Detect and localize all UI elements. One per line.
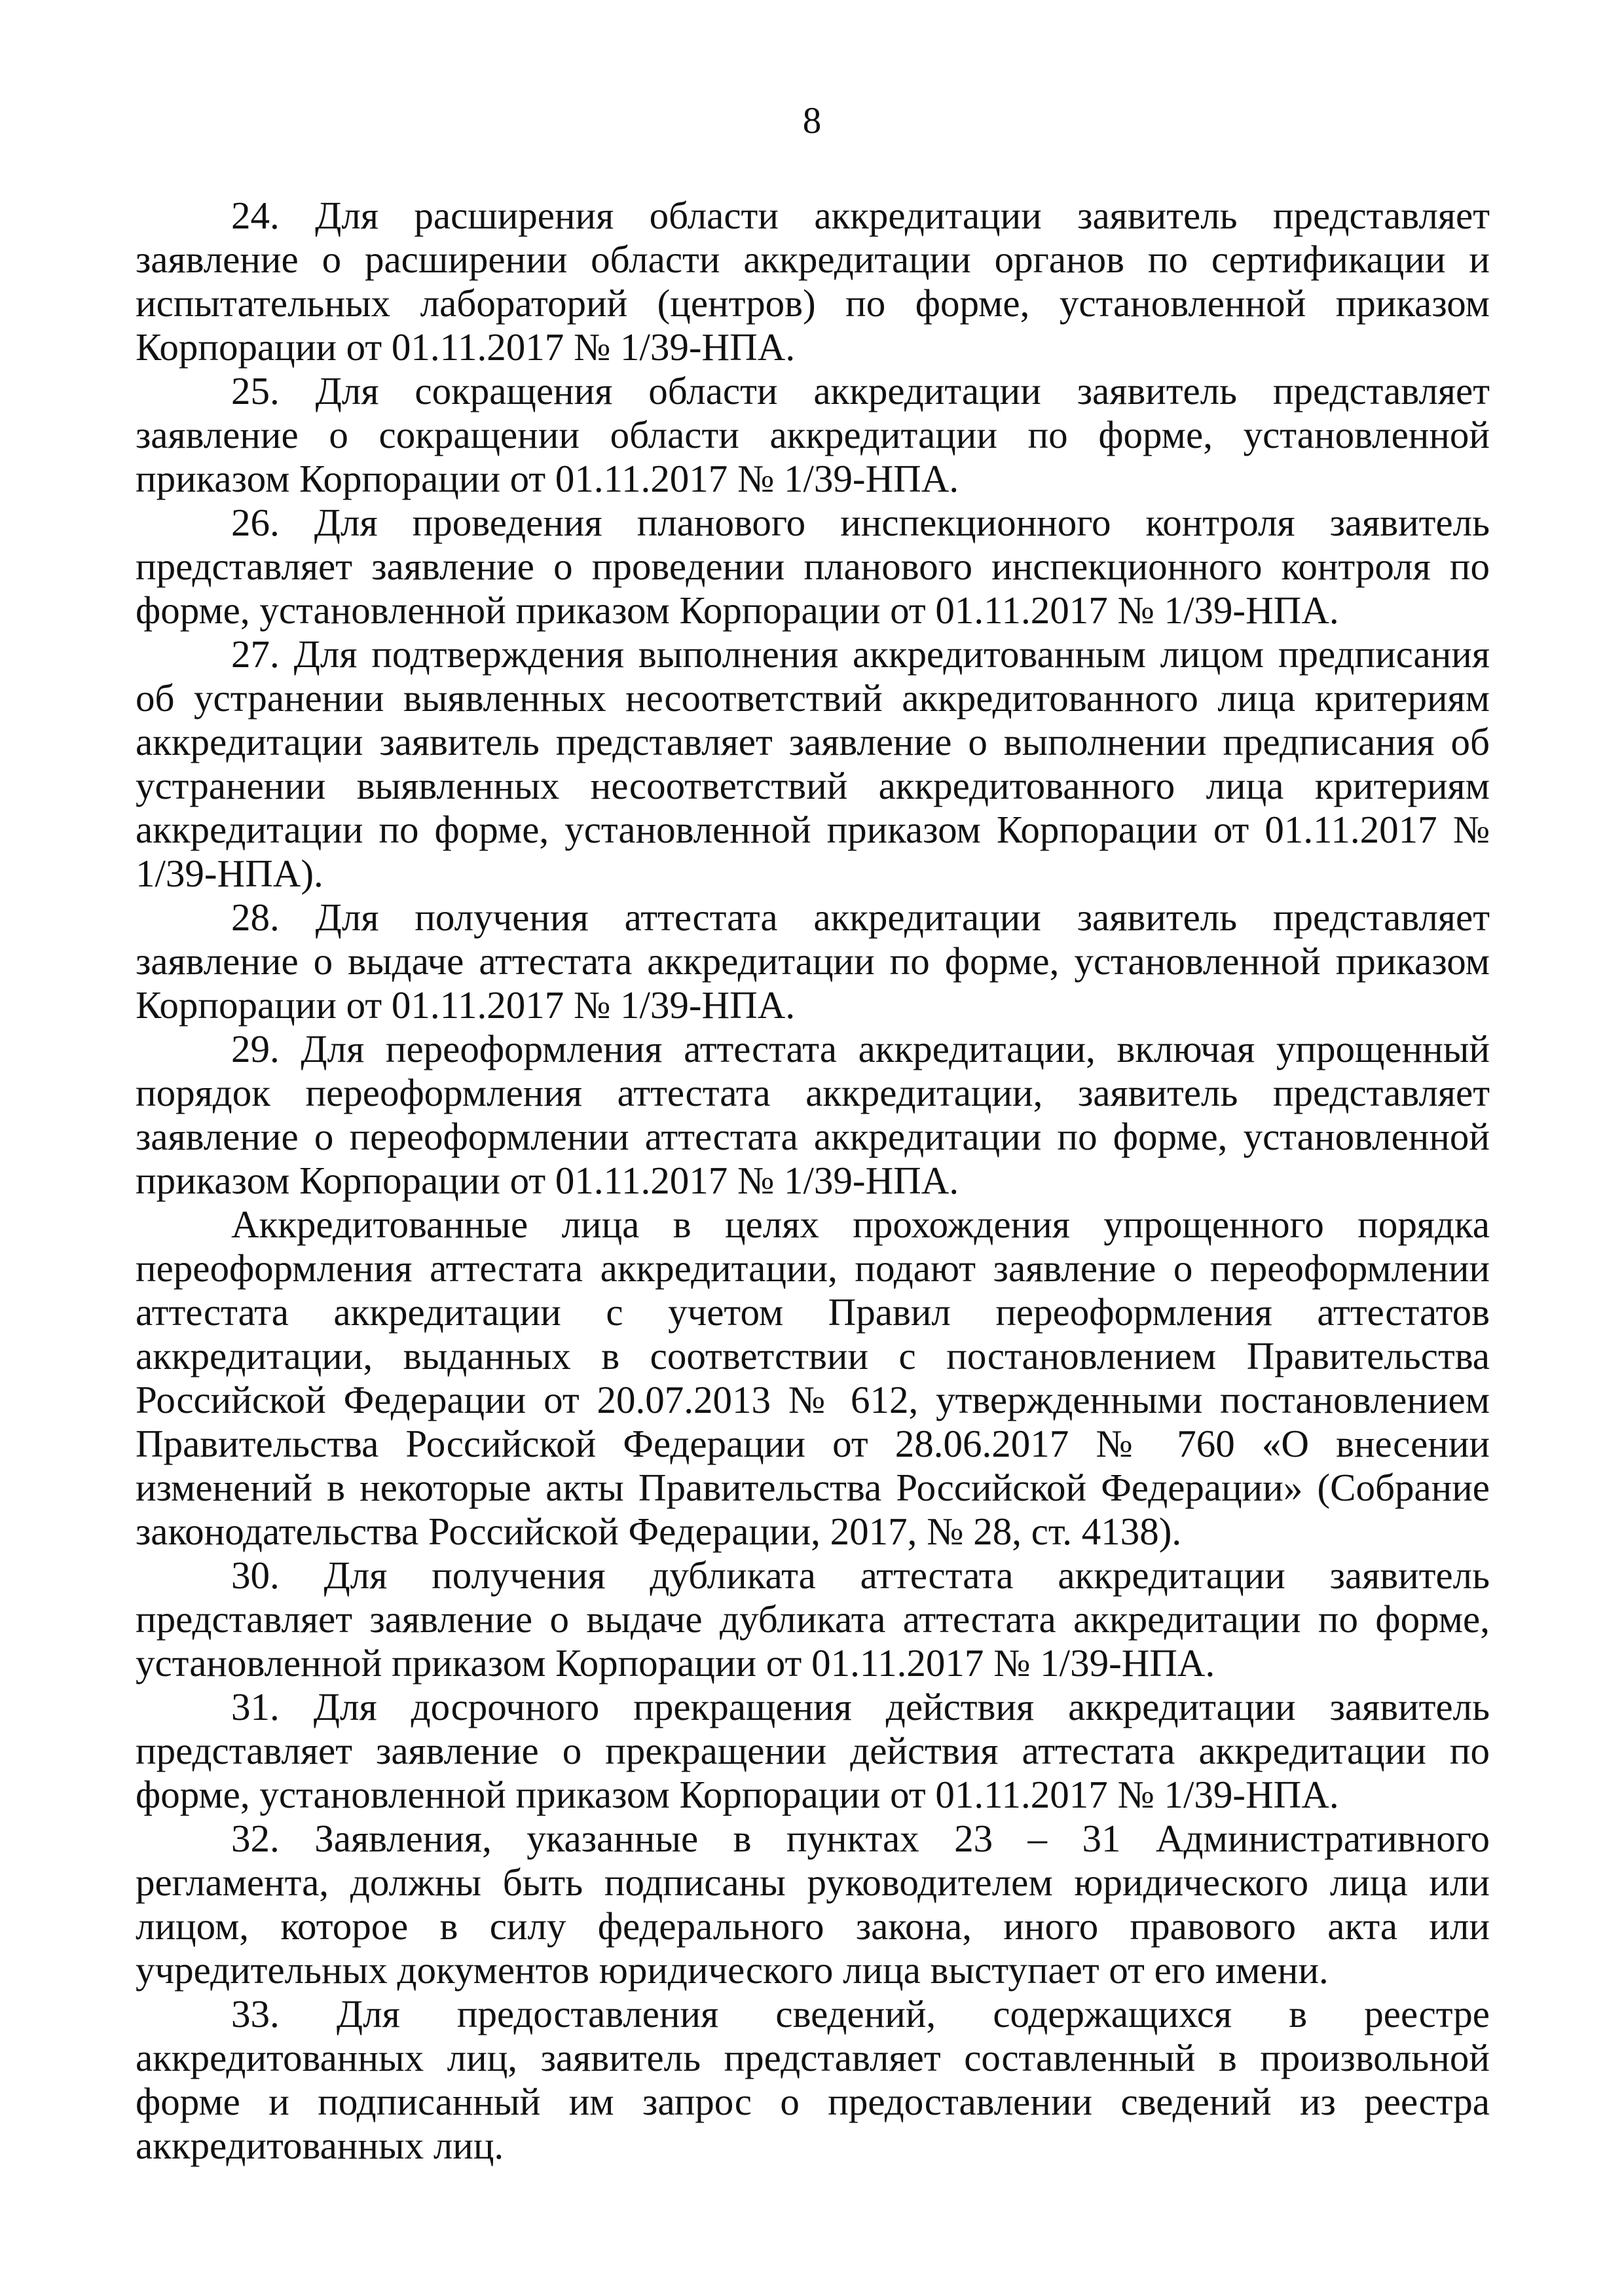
- document-body: [136, 194, 1490, 2168]
- paragraph-29-continuation: Аккредитованные лица в целях прохождения упрощенного порядка переоформления аттестата аккредитации, подают заявление о переоформлении аттестата аккредитации с учетом Правил переоформления аттестатов аккредитации, выданных в соответствии с постановлением Правительства Российской Федерации от 20.07.2013 № 612, утвержденными постановлением Правительства Российской Федерации от 28.06.2017 № 760 «О внесении изменений в некоторые акты Правительства Российской Федерации» (Собрание законодательства Российской Федерации, 2017, № 28, ст. 4138).: [136, 1203, 1490, 1553]
- paragraph-27: 27. Для подтверждения выполнения аккредитованным лицом предписания об устранении выявленных несоответствий аккредитованного лица критериям аккредитации заявитель представляет заявление о выполнении предписания об устранении выявленных несоответствий аккредитованного лица критериям аккредитации по форме, установленной приказом Корпорации от 01.11.2017 № 1/39-НПА).: [136, 632, 1490, 895]
- paragraph-26: 26. Для проведения планового инспекционного контроля заявитель представляет заявление о проведении планового инспекционного контроля по форме, установленной приказом Корпорации от 01.11.2017 № 1/39-НПА.: [136, 501, 1490, 632]
- paragraph-33: 33. Для предоставления сведений, содержащихся в реестре аккредитованных лиц, заявитель представляет составленный в произвольной форме и подписанный им запрос о предоставлении сведений из реестра аккредитованных лиц.: [136, 1992, 1490, 2167]
- paragraph-24: 24. Для расширения области аккредитации заявитель представляет заявление о расширении области аккредитации органов по сертификации и испытательных лабораторий (центров) по форме, установленной приказом Корпорации от 01.11.2017 № 1/39-НПА.: [136, 194, 1490, 369]
- paragraph-28: 28. Для получения аттестата аккредитации заявитель представляет заявление о выдаче аттестата аккредитации по форме, установленной приказом Корпорации от 01.11.2017 № 1/39-НПА.: [136, 896, 1490, 1027]
- paragraph-30: 30. Для получения дубликата аттестата аккредитации заявитель представляет заявление о выдаче дубликата аттестата аккредитации по форме, установленной приказом Корпорации от 01.11.2017 № 1/39-НПА.: [136, 1554, 1490, 1685]
- paragraph-32: 32. Заявления, указанные в пунктах 23 – 31 Административного регламента, должны быть подписаны руководителем юридического лица или лицом, которое в силу федерального закона, иного правового акта или учредительных документов юридического лица выступает от его имени.: [136, 1817, 1490, 1992]
- page-number: 8: [802, 100, 822, 141]
- paragraph-29: 29. Для переоформления аттестата аккредитации, включая упрощенный порядок переоформления аттестата аккредитации, заявитель представляет заявление о переоформлении аттестата аккредитации по форме, установленной приказом Корпорации от 01.11.2017 № 1/39-НПА.: [136, 1027, 1490, 1202]
- paragraph-31: 31. Для досрочного прекращения действия аккредитации заявитель представляет заявление о прекращении действия аттестата аккредитации по форме, установленной приказом Корпорации от 01.11.2017 № 1/39-НПА.: [136, 1685, 1490, 1816]
- paragraph-25: 25. Для сокращения области аккредитации заявитель представляет заявление о сокращении области аккредитации по форме, установленной приказом Корпорации от 01.11.2017 № 1/39-НПА.: [136, 369, 1490, 500]
